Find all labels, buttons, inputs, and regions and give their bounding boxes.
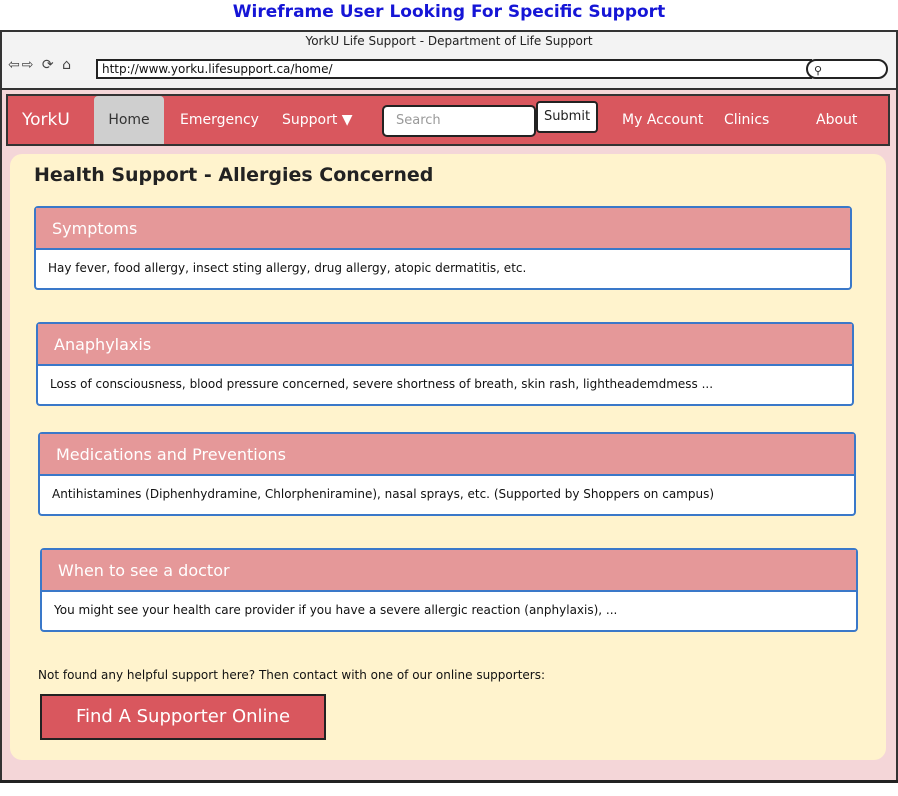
- section-medications: [38, 432, 856, 516]
- browser-nav-controls[interactable]: ⇦⇨ ⟳ ⌂: [8, 57, 73, 73]
- page-viewport: [2, 88, 896, 782]
- section-when-to-see-doctor: [40, 548, 858, 632]
- section-anaphylaxis: [36, 322, 854, 406]
- section-body: Loss of consciousness, blood pressure concerned, severe shortness of breath, skin rash, lightheademdmess ...: [50, 377, 714, 391]
- section-body: Antihistamines (Diphenhydramine, Chlorpheniramine), nasal sprays, etc. (Supported by Shoppers on campus): [52, 487, 715, 501]
- nav-home[interactable]: Home: [94, 96, 164, 144]
- site-navbar: [6, 94, 890, 146]
- find-supporter-button[interactable]: Find A Supporter Online: [40, 694, 326, 740]
- nav-support-dropdown[interactable]: Support ▼: [282, 112, 353, 128]
- browser-window: [0, 30, 898, 780]
- nav-clinics[interactable]: Clinics: [724, 112, 770, 128]
- section-heading[interactable]: When to see a doctor: [42, 550, 856, 592]
- page-title: Health Support - Allergies Concerned: [34, 164, 434, 186]
- submit-button[interactable]: Submit: [536, 101, 598, 133]
- section-heading[interactable]: Medications and Preventions: [40, 434, 854, 476]
- brand-logo[interactable]: YorkU: [22, 110, 70, 130]
- bottom-divider: [0, 780, 898, 783]
- section-symptoms: [34, 206, 852, 290]
- section-heading[interactable]: Anaphylaxis: [38, 324, 852, 366]
- browser-search-field[interactable]: [806, 59, 888, 79]
- search-icon: ⚲: [814, 64, 823, 77]
- nav-emergency[interactable]: Emergency: [180, 112, 259, 128]
- search-input[interactable]: Search: [382, 105, 536, 137]
- wireframe-title: Wireframe User Looking For Specific Support: [232, 2, 666, 22]
- nav-about[interactable]: About: [816, 112, 858, 128]
- browser-title: YorkU Life Support - Department of Life Support: [305, 34, 593, 48]
- help-text: Not found any helpful support here? Then contact with one of our online supporters:: [38, 668, 546, 682]
- section-body: Hay fever, food allergy, insect sting allergy, drug allergy, atopic dermatitis, etc.: [48, 261, 527, 275]
- section-heading[interactable]: Symptoms: [36, 208, 850, 250]
- url-bar[interactable]: http://www.yorku.lifesupport.ca/home/: [96, 59, 812, 79]
- section-body: You might see your health care provider if you have a severe allergic reaction (anphylaxis), ...: [54, 603, 618, 617]
- content-panel: [10, 154, 886, 760]
- nav-my-account[interactable]: My Account: [622, 112, 704, 128]
